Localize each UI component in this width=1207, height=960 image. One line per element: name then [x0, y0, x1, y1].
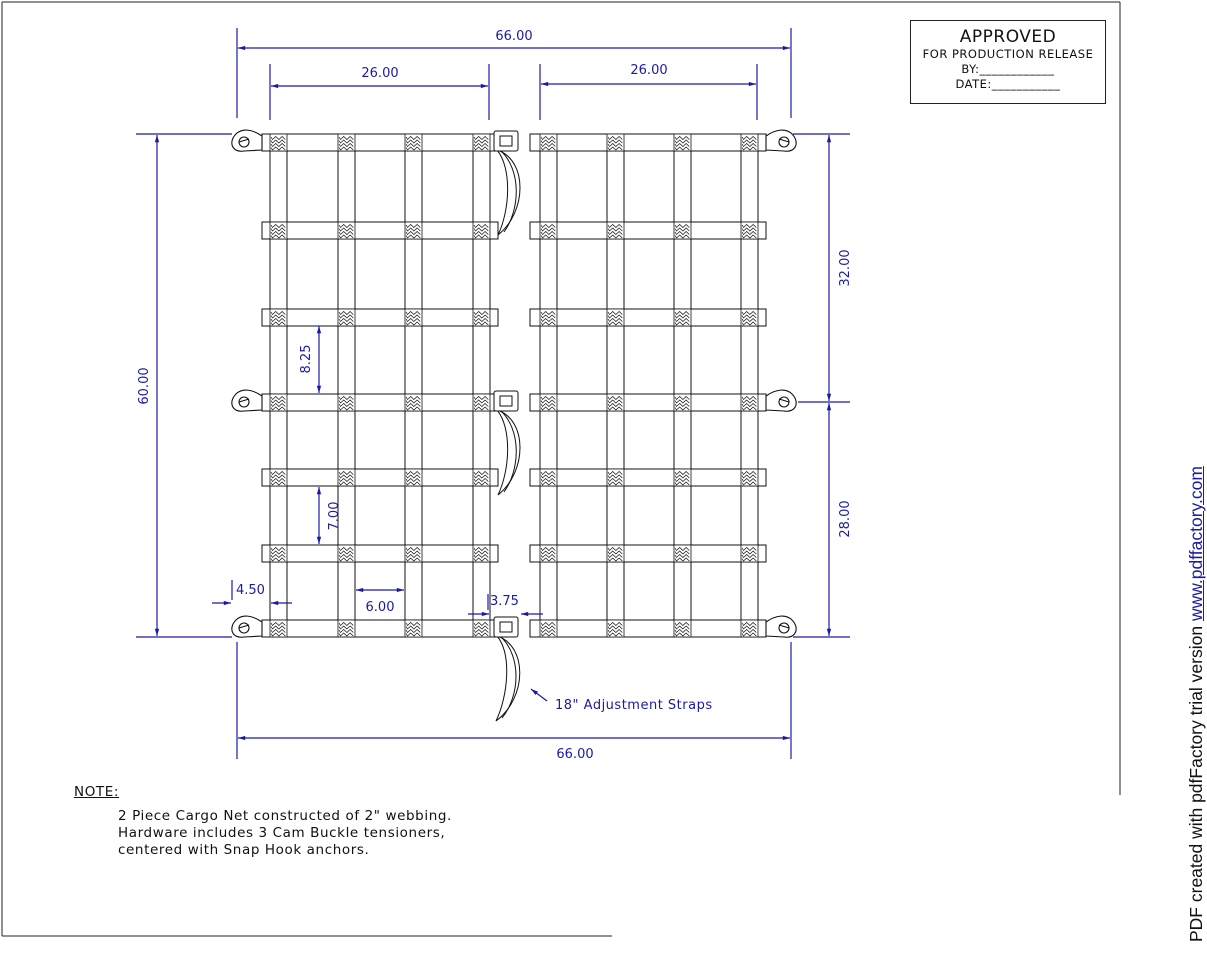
note-line: 2 Piece Cargo Net constructed of 2" webbing.	[118, 808, 452, 824]
approval-date-line: DATE:___________	[955, 77, 1061, 91]
stitch-junction	[540, 469, 557, 486]
dim-overall-width-top: 66.00	[495, 29, 533, 44]
stitch-junction	[473, 620, 490, 637]
snap-hook-right-bottom	[766, 616, 796, 637]
stitch-junction	[405, 620, 422, 637]
stitch-junction	[741, 134, 758, 151]
stitch-junction	[741, 394, 758, 411]
snap-hook-left-bottom	[232, 616, 262, 637]
stitch-junction	[338, 134, 355, 151]
stitch-junction	[473, 469, 490, 486]
stitch-junction	[607, 222, 624, 239]
dim-cell-height-upper: 8.25	[299, 344, 314, 374]
stitch-junction	[607, 620, 624, 637]
dim-upper-height: 32.00	[838, 249, 853, 287]
dim-cell-width: 6.00	[365, 600, 395, 615]
watermark-link[interactable]: www.pdffactory.com	[1186, 466, 1206, 622]
stitch-junction	[338, 222, 355, 239]
stitch-junction	[473, 394, 490, 411]
stitch-junction	[270, 309, 287, 326]
snap-hook-left-middle	[232, 390, 262, 411]
stitch-junction	[473, 545, 490, 562]
stitch-junction	[270, 394, 287, 411]
stitch-junction	[405, 222, 422, 239]
note-line: centered with Snap Hook anchors.	[118, 842, 370, 858]
right-net-panel	[530, 134, 766, 637]
dim-gap-width: 3.75	[490, 594, 519, 609]
stitch-junction	[540, 394, 557, 411]
stitch-junction	[674, 394, 691, 411]
stitch-junction	[674, 545, 691, 562]
drawing-note	[74, 784, 452, 859]
stitch-junction	[405, 134, 422, 151]
stitch-junction	[674, 222, 691, 239]
snap-hook-right-top	[766, 130, 796, 151]
stitch-junction	[741, 222, 758, 239]
dim-overall-height: 60.00	[137, 367, 152, 405]
stitch-junction	[607, 134, 624, 151]
stitch-junction	[405, 545, 422, 562]
pdf-watermark	[1186, 466, 1207, 942]
approval-title: APPROVED	[959, 27, 1057, 47]
stitch-junction	[607, 394, 624, 411]
stitch-junction	[741, 620, 758, 637]
stitch-junction	[270, 222, 287, 239]
stitch-junction	[741, 309, 758, 326]
right-panel-horizontal-webbing	[530, 134, 766, 637]
stitch-junction	[473, 309, 490, 326]
stitch-junction	[338, 545, 355, 562]
stitch-junction	[338, 309, 355, 326]
dim-cell-height-lower: 7.00	[327, 501, 342, 531]
left-panel-horizontal-webbing	[262, 134, 498, 637]
stitch-junction	[405, 394, 422, 411]
stitch-junction	[607, 469, 624, 486]
stitch-junction	[540, 134, 557, 151]
stitch-junction	[674, 134, 691, 151]
stitch-junction	[674, 469, 691, 486]
stitch-junction	[674, 309, 691, 326]
dim-edge-offset: 4.50	[236, 583, 265, 598]
note-heading: NOTE:	[74, 784, 120, 800]
snap-hook-left-top	[232, 130, 262, 151]
stitch-junction	[270, 134, 287, 151]
stitch-junction	[607, 545, 624, 562]
stitch-junction	[741, 545, 758, 562]
stitch-junction	[540, 545, 557, 562]
stitch-junction	[405, 309, 422, 326]
approval-by-line: BY:____________	[961, 62, 1055, 76]
adjustment-straps-callout: 18" Adjustment Straps	[555, 698, 713, 713]
stitch-junction	[338, 620, 355, 637]
stitch-junction	[540, 222, 557, 239]
dim-left-panel-width: 26.00	[361, 66, 399, 81]
stitch-junction	[540, 620, 557, 637]
cam-buckle-bottom	[494, 617, 520, 721]
stitch-junction	[338, 394, 355, 411]
cam-buckle-top	[494, 131, 520, 235]
dim-right-panel-width: 26.00	[630, 63, 668, 78]
stitch-junction	[674, 620, 691, 637]
stitch-junction	[540, 309, 557, 326]
snap-hook-right-middle	[766, 390, 796, 411]
left-net-panel	[262, 134, 498, 637]
cam-buckles	[494, 131, 520, 721]
stitch-junction	[270, 469, 287, 486]
dim-lower-height: 28.00	[838, 500, 853, 538]
stitch-junction	[405, 469, 422, 486]
stitch-junction	[473, 134, 490, 151]
stitch-junction	[607, 309, 624, 326]
note-line: Hardware includes 3 Cam Buckle tensioners,	[118, 825, 446, 841]
stitch-junction	[741, 469, 758, 486]
approval-stamp	[910, 20, 1106, 104]
stitch-junction	[338, 469, 355, 486]
approval-release: FOR PRODUCTION RELEASE	[922, 47, 1094, 61]
dim-overall-width-bottom: 66.00	[556, 747, 594, 762]
watermark-text: PDF created with pdfFactory trial version	[1186, 621, 1206, 942]
stitch-junction	[270, 620, 287, 637]
stitch-junction	[473, 222, 490, 239]
stitch-junction	[270, 545, 287, 562]
